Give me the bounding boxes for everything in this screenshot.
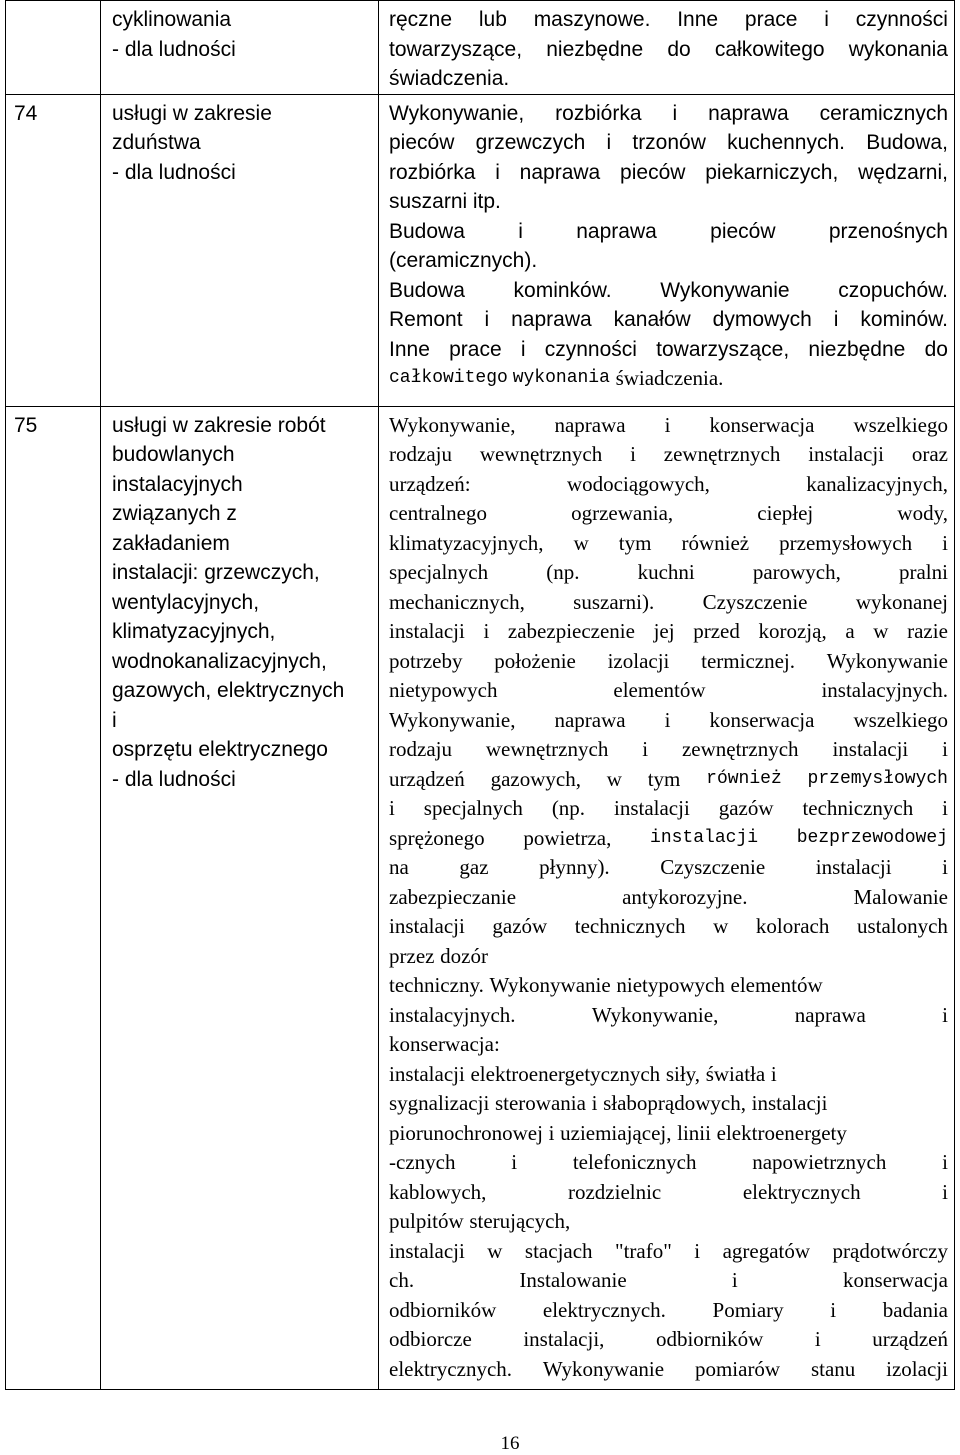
- description-line: klimatyzacyjnych, w tym również przemysłowych i: [389, 530, 948, 555]
- services-table: [5, 0, 955, 1390]
- description-line: (ceramicznych).: [389, 249, 538, 272]
- description-line: ręczne lub maszynowe. Inne prace i czynności: [389, 8, 948, 31]
- service-description: [379, 407, 954, 1385]
- description-line: świadczenia.: [389, 67, 510, 90]
- description-line: techniczny. Wykonywanie nietypowych elementów: [389, 973, 823, 997]
- description-line: ch. Instalowanie i konserwacja: [389, 1268, 948, 1292]
- service-description-cell: [379, 94, 955, 406]
- description-line: odbiorników elektrycznych. Pomiary i badania: [389, 1297, 948, 1322]
- service-name-line: - dla ludności: [112, 767, 236, 791]
- service-name-line: wodnokanalizacyjnych,: [112, 649, 327, 673]
- row-number: 74: [14, 101, 38, 125]
- description-line: instalacyjnych. Wykonywanie, naprawa i: [389, 1002, 948, 1027]
- description-line: Wykonywanie, naprawa i konserwacja wszelkiego: [389, 412, 948, 437]
- service-name-line: usługi w zakresie robót: [112, 413, 326, 437]
- description-line: nietypowych elementów instalacyjnych.: [389, 678, 948, 702]
- description-line: rodzaju wewnętrznych i zewnętrznych instalacji oraz: [389, 442, 948, 466]
- description-line: instalacji elektroenergetycznych siły, światła i: [389, 1061, 777, 1086]
- row-number: 75: [14, 413, 38, 437]
- description-line: instalacji i zabezpieczenie jej przed korozją, a w razie: [389, 619, 948, 643]
- description-line: Budowa kominków. Wykonywanie czopuchów.: [389, 278, 948, 302]
- description-line: urządzeń: wodociągowych, kanalizacyjnych,: [389, 471, 948, 496]
- row-number-cell: [6, 1, 101, 95]
- service-name-cell: [101, 406, 379, 1389]
- service-name-line: instalacyjnych: [112, 472, 243, 496]
- description-line: całkowitego wykonania świadczenia.: [389, 366, 724, 390]
- row-number-cell: [6, 94, 101, 406]
- description-line: kablowych, rozdzielnic elektrycznych i: [389, 1179, 948, 1204]
- service-name-line: - dla ludności: [112, 160, 236, 184]
- description-line: sprężonego powietrza, instalacji bezprzewodowej: [389, 825, 948, 850]
- description-line: Inne prace i czynności towarzyszące, niezbędne do: [389, 337, 948, 361]
- description-line: na gaz płynny). Czyszczenie instalacji i: [389, 855, 948, 879]
- service-description-cell: [379, 1, 955, 95]
- page-number: 16: [500, 1433, 520, 1454]
- service-name-line: gazowych, elektrycznych: [112, 679, 345, 702]
- description-line: pieców grzewczych i trzonów kuchennych. Budowa,: [389, 131, 948, 154]
- description-line: piorunochronowej i uziemiającej, linii elektroenergety: [389, 1120, 847, 1145]
- description-line: sygnalizacji sterowania i słaboprądowych, instalacji: [389, 1091, 828, 1115]
- table-row: [6, 406, 955, 1389]
- description-line: i specjalnych (np. instalacji gazów technicznych i: [389, 796, 948, 820]
- description-line: zabezpieczanie antykorozyjne. Malowanie: [389, 884, 948, 909]
- service-name-line: cyklinowania: [112, 8, 232, 31]
- description-line: Budowa i naprawa pieców przenośnych: [389, 219, 948, 243]
- description-line: rodzaju wewnętrznych i zewnętrznych instalacji i: [389, 737, 948, 761]
- description-line: elektrycznych. Wykonywanie pomiarów stanu izolacji: [389, 1356, 948, 1381]
- description-line: pulpitów sterujących,: [389, 1209, 571, 1233]
- service-name-line: usługi w zakresie: [112, 101, 272, 125]
- description-line: -cznych i telefonicznych napowietrznych i: [389, 1150, 948, 1174]
- service-name-line: osprzętu elektrycznego: [112, 738, 328, 761]
- row-number-cell: [6, 406, 101, 1389]
- description-line: potrzeby położenie izolacji termicznej. Wykonywanie: [389, 648, 948, 673]
- description-line: Wykonywanie, naprawa i konserwacja wszelkiego: [389, 707, 948, 732]
- service-name-line: związanych z: [112, 502, 237, 525]
- description-line: centralnego ogrzewania, ciepłej wody,: [389, 501, 948, 525]
- service-name-line: zduństwa: [112, 131, 201, 154]
- service-name: [101, 95, 378, 188]
- service-name-cell: [101, 1, 379, 95]
- description-line: Remont i naprawa kanałów dymowych i kominów.: [389, 308, 948, 331]
- description-line: mechanicznych, suszarni). Czyszczenie wykonanej: [389, 589, 948, 614]
- service-description-cell: [379, 406, 955, 1389]
- description-line: specjalnych (np. kuchni parowych, pralni: [389, 560, 948, 584]
- description-line: instalacji gazów technicznych w kolorach ustalonych: [389, 914, 948, 938]
- service-name: [101, 407, 378, 795]
- table-row: [6, 1, 955, 95]
- service-name-line: klimatyzacyjnych,: [112, 620, 276, 643]
- description-line: instalacji w stacjach "trafo" i agregatów prądotwórczy: [389, 1238, 948, 1263]
- description-line: odbiorcze instalacji, odbiorników i urządzeń: [389, 1327, 948, 1351]
- description-line: przez dozór: [389, 943, 488, 968]
- service-name: [101, 1, 378, 64]
- service-name-line: - dla ludności: [112, 37, 236, 61]
- description-line: urządzeń gazowych, w tym również przemysłowych: [389, 766, 948, 791]
- service-name-line: i: [112, 708, 117, 732]
- description-line: konserwacja:: [389, 1032, 500, 1056]
- service-description: [379, 1, 954, 94]
- description-line: Wykonywanie, rozbiórka i naprawa ceramicznych: [389, 101, 948, 125]
- service-name-cell: [101, 94, 379, 406]
- service-name-line: wentylacyjnych,: [112, 590, 260, 614]
- description-line: towarzyszące, niezbędne do całkowitego wykonania: [389, 37, 948, 61]
- service-name-line: instalacji: grzewczych,: [112, 561, 320, 584]
- description-line: rozbiórka i naprawa pieców piekarniczych, wędzarni,: [389, 160, 948, 184]
- service-name-line: budowlanych: [112, 443, 235, 466]
- service-name-line: zakładaniem: [112, 531, 230, 555]
- table-row: [6, 94, 955, 406]
- description-line: suszarni itp.: [389, 190, 501, 213]
- service-description: [379, 95, 954, 394]
